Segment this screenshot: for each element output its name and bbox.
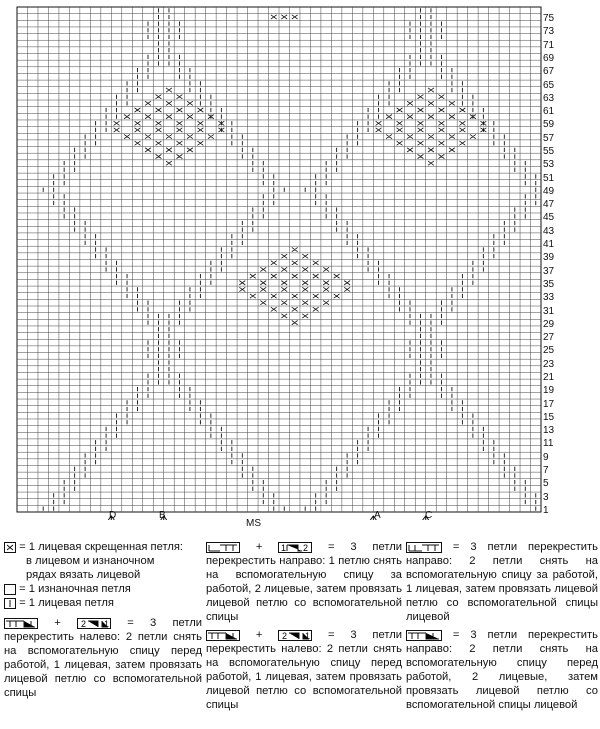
row-number: 53: [543, 159, 555, 171]
legend-column-2: [206, 540, 402, 712]
legend-purl: [4, 582, 202, 596]
svg-text:1: 1: [281, 542, 287, 553]
legend-column-3: [406, 540, 598, 712]
legend-right-cross-1: + 1 2 = 3 петли перекрестить направо: 1 петлю снять на вспомогательную спицу за работой, 2 лицевые, затем провязать лицевой петлю со вспомогательной спицы: [206, 541, 402, 623]
right-cross-2-icon: [406, 542, 442, 553]
row-number: 45: [543, 212, 555, 224]
row-number: 43: [543, 225, 555, 237]
row-number: 39: [543, 252, 555, 264]
marker-a: A: [374, 510, 381, 521]
legend-x-text-1: = 1 лицевая скрещенная петля:: [19, 541, 184, 553]
row-number: 49: [543, 185, 555, 197]
left-cross-2-wrong-side-icon: [278, 630, 312, 641]
legend-knit: [4, 596, 202, 610]
row-number: 71: [543, 39, 555, 51]
crossed-knit-icon: [4, 542, 16, 553]
legend-left-cross-2: + 2 1 = 3 петли перекрестить налево: 2 петли снять на вспомогательную спицу перед работой, 1 лицевая, затем провязать лицевой петлю со вспомогательной спицы: [206, 629, 402, 711]
row-number: 15: [543, 411, 555, 423]
right-cross-wrong-side-icon: [278, 542, 312, 553]
stitch-markers: [0, 500, 600, 530]
row-number: 31: [543, 305, 555, 317]
legend-column-1: [4, 540, 202, 700]
row-number: 63: [543, 92, 555, 104]
legend-right-cross-2: [406, 540, 598, 624]
row-number: 59: [543, 119, 555, 131]
svg-text:2: 2: [282, 630, 288, 641]
legend-purl-text: = 1 изнаночная петля: [19, 583, 131, 595]
legend-right-cross-1-text: = 3 петли перекрестить направо: 1 петлю снять на вспомогательную спицу за работой, 2 лицевые, затем провязать лицевой петлю со вспомогательной спицы: [206, 541, 402, 623]
marker-b: B: [159, 510, 166, 521]
row-number: 19: [543, 385, 555, 397]
row-number: 5: [543, 478, 549, 490]
legend-knit-text: = 1 лицевая петля: [19, 597, 114, 609]
row-number: 3: [543, 491, 549, 503]
row-number: 23: [543, 358, 555, 370]
row-number: 9: [543, 451, 549, 463]
row-number: 61: [543, 106, 555, 118]
row-number: 13: [543, 425, 555, 437]
legend-x: [4, 540, 202, 554]
row-number: 41: [543, 239, 555, 251]
row-number: 1: [543, 504, 549, 516]
marker-c: C: [425, 510, 433, 521]
purl-icon: [4, 584, 16, 595]
row-number: 21: [543, 371, 555, 383]
left-cross-icon: [4, 618, 38, 629]
legend-left-cross-3-text: = 3 петли перекрестить направо: 2 петли снять на вспомогательную спицу перед работой, 2 лицевые, затем провязать лицевой петлю со вспомогательной спицы лицевой: [406, 629, 598, 711]
legend-left-cross-text: = 3 петли перекрестить налево: 2 петли снять на вспомогательную спицу перед работой, 1 лицевая, затем провязать лицевой петлю со вспомогательной спицы: [4, 617, 203, 699]
row-number: 17: [543, 398, 555, 410]
right-cross-icon: [206, 542, 240, 553]
legend-left-cross: + 2 1 = 3 петли перекрестить налево: 2 петли снять на вспомогательную спицу перед работой, 1 лицевая, затем провязать лицевой петлю со вспомогательной спицы: [4, 617, 203, 699]
row-number: 33: [543, 292, 555, 304]
left-cross-3-icon: [406, 630, 442, 641]
legend-x-line2: в лицевом и изнаночном: [26, 555, 155, 567]
row-number: 37: [543, 265, 555, 277]
row-number: 69: [543, 53, 555, 64]
row-number: 57: [543, 132, 555, 144]
row-number: 67: [543, 66, 555, 78]
svg-text:1: 1: [305, 630, 311, 641]
row-number: 51: [543, 172, 555, 184]
knit-icon: [4, 598, 16, 609]
row-number: 73: [543, 26, 555, 38]
legend-x-line3: рядах вязать лицевой: [26, 569, 141, 581]
row-number: 11: [543, 438, 554, 450]
svg-text:1: 1: [104, 618, 110, 629]
row-number: 27: [543, 332, 555, 344]
row-number: 47: [543, 199, 555, 211]
row-number: 65: [543, 79, 555, 91]
row-number: 75: [543, 13, 555, 25]
legend-right-cross-2-text: = 3 петли перекрестить направо: 2 петли снять на вспомогательную спицу за работой, 1 лицевая, затем провязать лицевой петлю со вспомогательной спицы лицевой: [406, 541, 598, 623]
marker-ms: MS: [246, 518, 261, 529]
legend-left-cross-2-text: = 3 петли перекрестить налево: 2 петли снять на вспомогательную спицу перед работой, 1 лицевая, затем провязать лицевой петлю со вспомогательной спицы: [206, 629, 402, 711]
row-number: 7: [543, 464, 549, 476]
legend-left-cross-3: [406, 628, 598, 712]
marker-d: D: [109, 510, 117, 521]
left-cross-2-icon: [206, 630, 240, 641]
row-number: 29: [543, 318, 555, 330]
left-cross-wrong-side-icon: [77, 618, 111, 629]
svg-text:2: 2: [303, 542, 309, 553]
row-number: 55: [543, 146, 555, 158]
row-number: 25: [543, 345, 555, 357]
row-number: 35: [543, 278, 555, 290]
svg-text:2: 2: [81, 618, 87, 629]
